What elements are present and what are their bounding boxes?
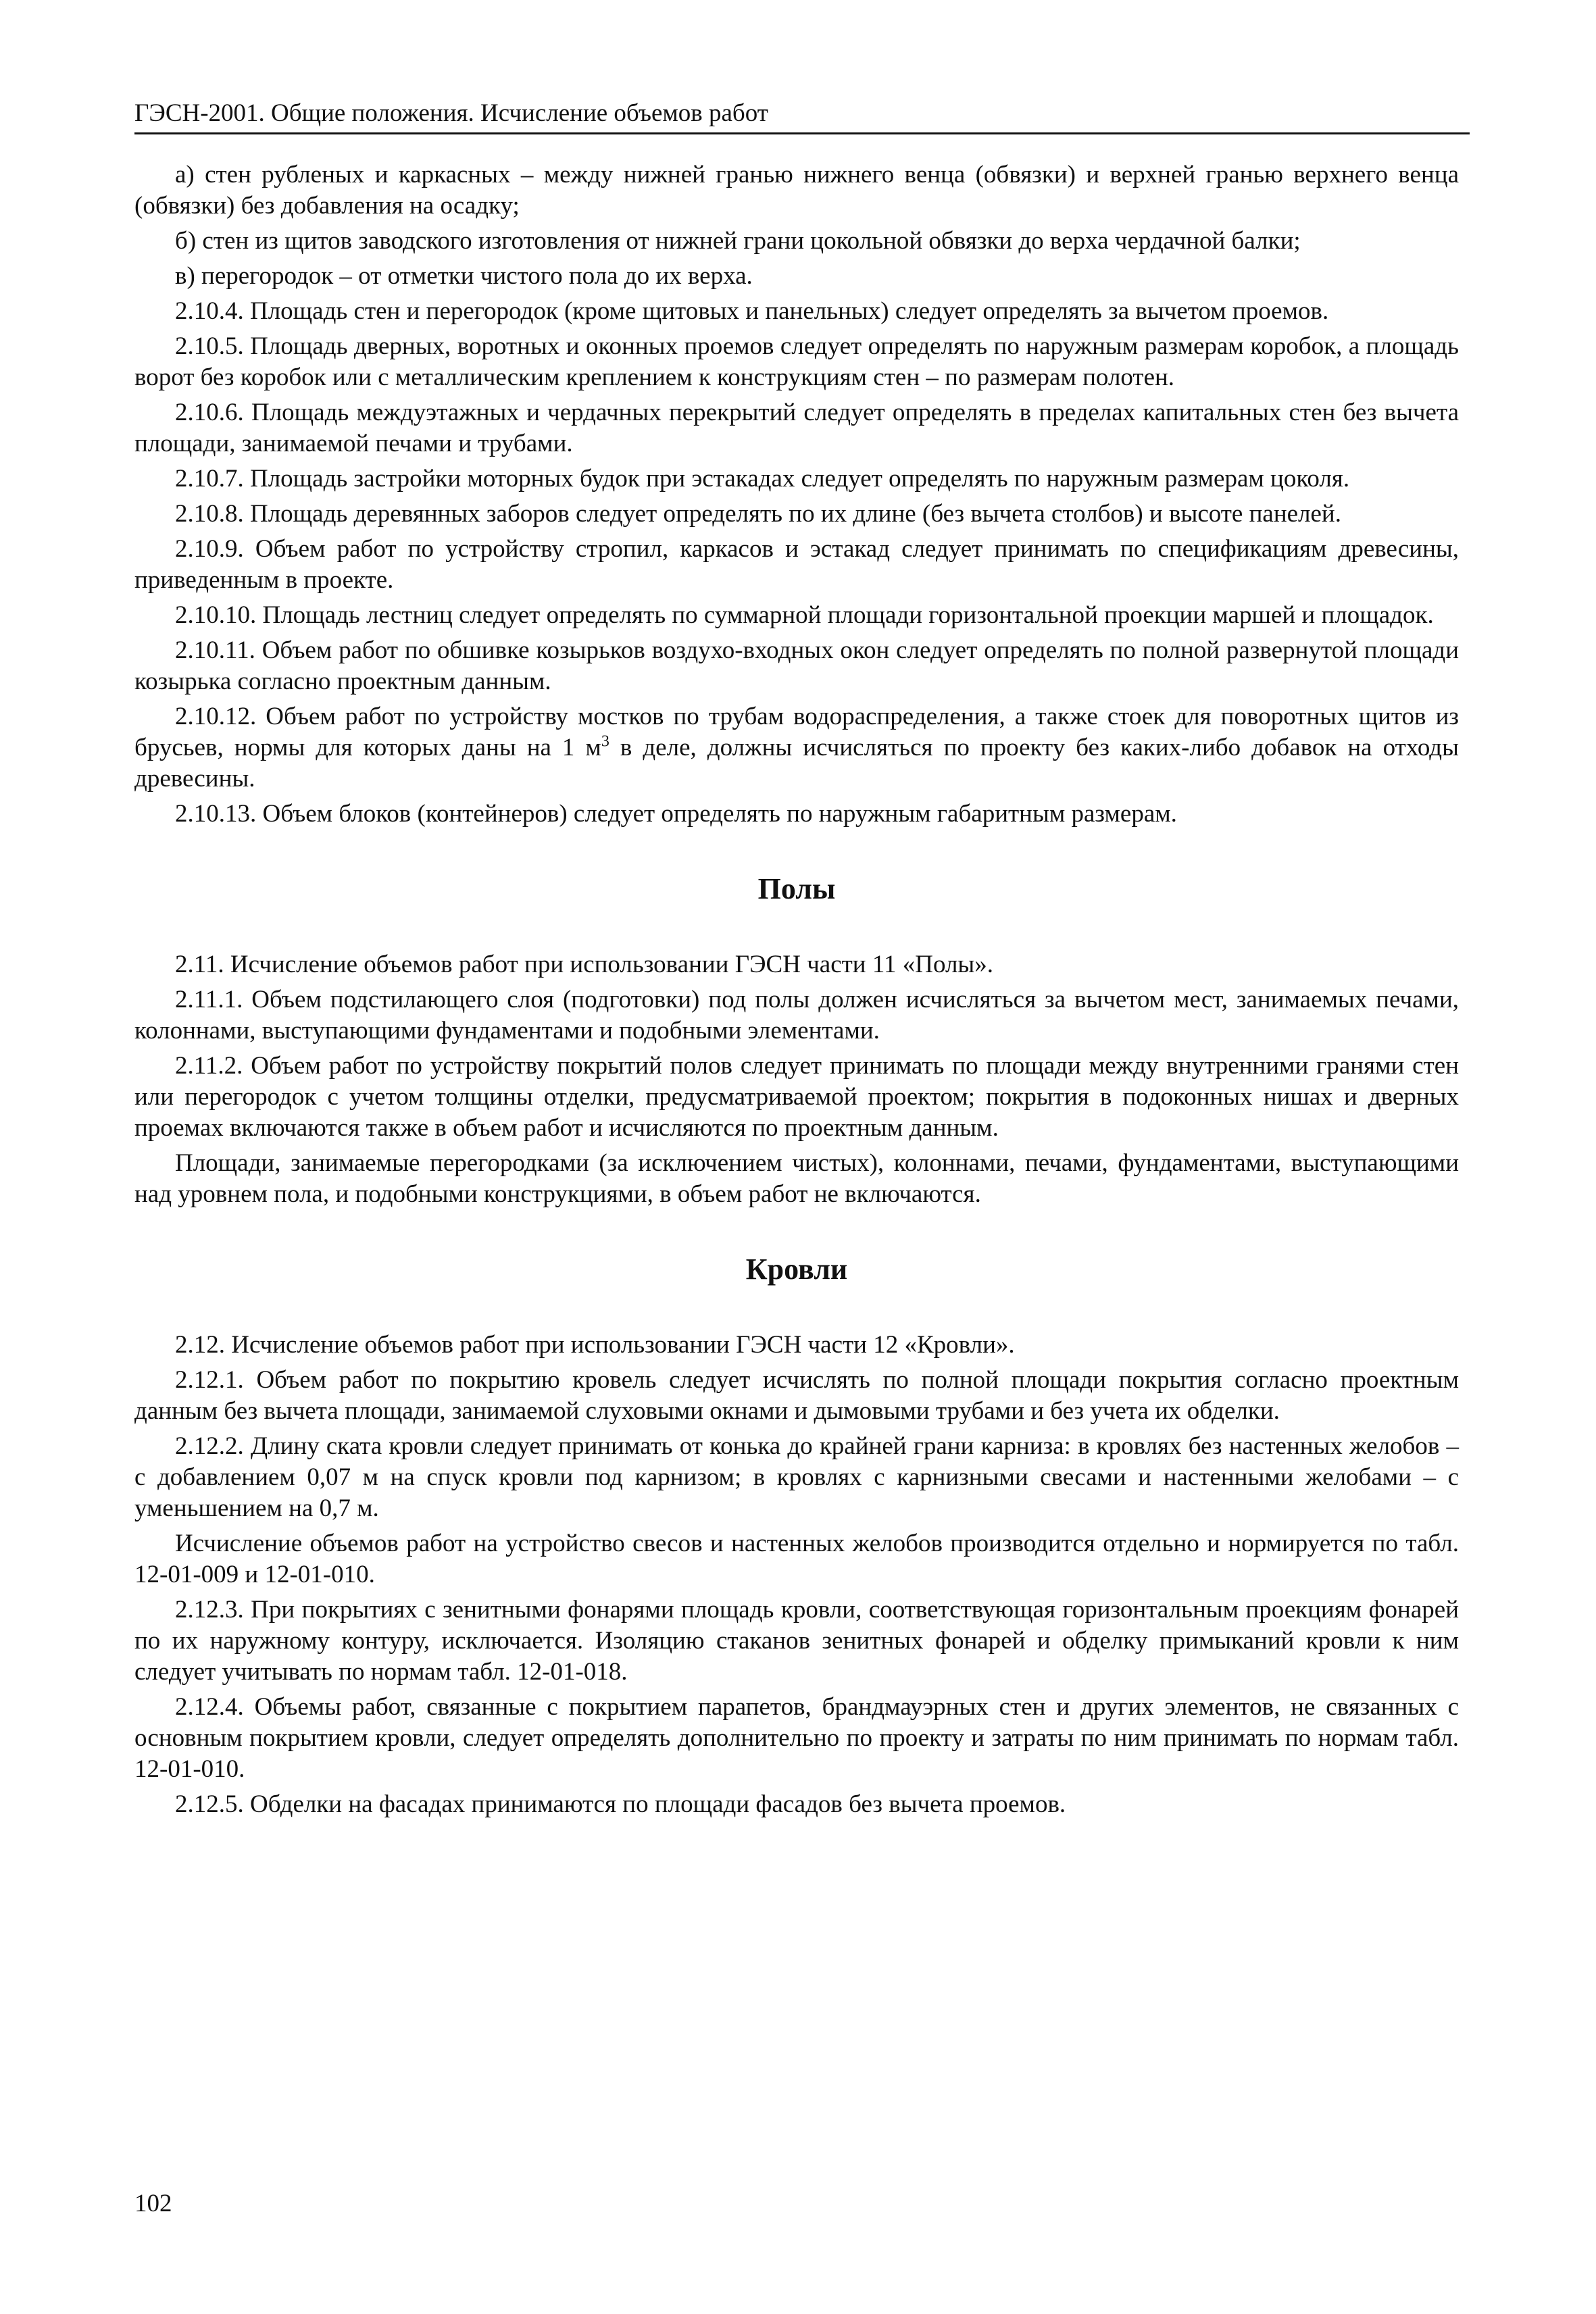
paragraph: 2.10.4. Площадь стен и перегородок (кроме щитовых и панельных) следует определять за вычетом проемов. bbox=[175, 297, 1329, 325]
paragraph: б) стен из щитов заводского изготовления от нижней грани цокольной обвязки до верха чердачной балки; bbox=[175, 227, 1301, 255]
paragraph-text: в деле, должны исчисляться по проекту без каких-либо добавок на отходы древесины. bbox=[134, 734, 1459, 793]
paragraph-2-10-12 bbox=[134, 701, 1459, 795]
paragraph: 2.12.5. Обделки на фасадах принимаются по площади фасадов без вычета проемов. bbox=[175, 1790, 1066, 1818]
paragraph: 2.12.3. При покрытиях с зенитными фонарями площадь кровли, соответствующая горизонтальным проекциям фонарей по их наружному контуру, исключается. Изоляцию стаканов зенитных фонарей и обделку примыканий кровли к ним следует учитывать по нормам табл. 12-01-018. bbox=[134, 1595, 1459, 1686]
page-number: 102 bbox=[134, 2190, 172, 2217]
paragraph: в) перегородок – от отметки чистого пола до их верха. bbox=[175, 262, 753, 290]
paragraph: 2.10.13. Объем блоков (контейнеров) следует определять по наружным габаритным размерам. bbox=[175, 800, 1177, 828]
paragraph: а) стен рубленых и каркасных – между нижней гранью нижнего венца (обвязки) и верхней гранью верхнего венца (обвязки) без добавления на осадку; bbox=[134, 161, 1459, 220]
paragraph: Площади, занимаемые перегородками (за исключением чистых), колоннами, печами, фундаментами, выступающими над уровнем пола, и подобными конструкциями, в объем работ не включаются. bbox=[134, 1149, 1459, 1208]
paragraph: 2.12.1. Объем работ по покрытию кровель следует исчислять по полной площади покрытия согласно проектным данным без вычета площади, занимаемой слуховыми окнами и дымовыми трубами и без учета их обделки. bbox=[134, 1365, 1459, 1425]
paragraph: 2.10.9. Объем работ по устройству стропил, каркасов и эстакад следует принимать по спецификациям древесины, приведенным в проекте. bbox=[134, 535, 1459, 594]
paragraph: 2.10.10. Площадь лестниц следует определять по суммарной площади горизонтальной проекции маршей и площадок. bbox=[175, 601, 1434, 629]
running-header: ГЭСН-2001. Общие положения. Исчисление объемов работ bbox=[134, 99, 1470, 134]
section-heading-roofs: Кровли bbox=[745, 1252, 848, 1286]
paragraph: 2.11.1. Объем подстилающего слоя (подготовки) под полы должен исчисляться за вычетом мест, занимаемых печами, колоннами, выступающими фундаментами и подобными элементами. bbox=[134, 985, 1459, 1045]
paragraph: 2.10.8. Площадь деревянных заборов следует определять по их длине (без вычета столбов) и высоте панелей. bbox=[175, 500, 1341, 528]
paragraph: 2.12. Исчисление объемов работ при использовании ГЭСН части 12 «Кровли». bbox=[175, 1330, 1015, 1359]
section-heading-floors: Полы bbox=[757, 872, 836, 905]
paragraph: 2.11.2. Объем работ по устройству покрытий полов следует принимать по площади между внутренними гранями стен или перегородок с учетом толщины отделки, предусматриваемой проектом; покрытия в подоконных нишах и дверных проемах включаются также в объем работ и исчисляются по проектным данным. bbox=[134, 1051, 1459, 1142]
paragraph: 2.12.4. Объемы работ, связанные с покрытием парапетов, брандмауэрных стен и других элементов, не связанных с основным покрытием кровли, следует определять дополнительно по проекту и затраты по ним принимать по нормам табл. 12-01-010. bbox=[134, 1692, 1459, 1783]
paragraph: 2.12.2. Длину ската кровли следует принимать от конька до крайней грани карниза: в кровлях без настенных желобов – с добавлением 0,07 м на спуск кровли под карнизом; в кровлях с карнизными свесами и настенными желобами – с уменьшением на 0,7 м. bbox=[134, 1432, 1459, 1522]
paragraph: 2.10.7. Площадь застройки моторных будок при эстакадах следует определять по наружным размерам цоколя. bbox=[175, 465, 1350, 493]
paragraph: 2.10.5. Площадь дверных, воротных и оконных проемов следует определять по наружным размерам коробок, а площадь ворот без коробок или с металлическим креплением к конструкциям стен – по размерам полотен. bbox=[134, 332, 1459, 391]
paragraph-text: 2.10.12. Объем работ по устройству мостков по трубам водораспределения, а также стоек для поворотных щитов из брусьев, нормы для которых даны на 1 м bbox=[134, 703, 1459, 761]
page-body bbox=[134, 159, 1459, 1820]
paragraph: 2.10.11. Объем работ по обшивке козырьков воздухо-входных окон следует определять по полной развернутой площади козырька согласно проектным данным. bbox=[134, 636, 1459, 695]
paragraph: Исчисление объемов работ на устройство свесов и настенных желобов производится отдельно и нормируется по табл. 12-01-009 и 12-01-010. bbox=[134, 1529, 1459, 1588]
superscript: 3 bbox=[601, 732, 609, 751]
paragraph: 2.10.6. Площадь междуэтажных и чердачных перекрытий следует определять в пределах капитальных стен без вычета площади, занимаемой печами и трубами. bbox=[134, 399, 1459, 457]
paragraph: 2.11. Исчисление объемов работ при использовании ГЭСН части 11 «Полы». bbox=[175, 950, 994, 978]
